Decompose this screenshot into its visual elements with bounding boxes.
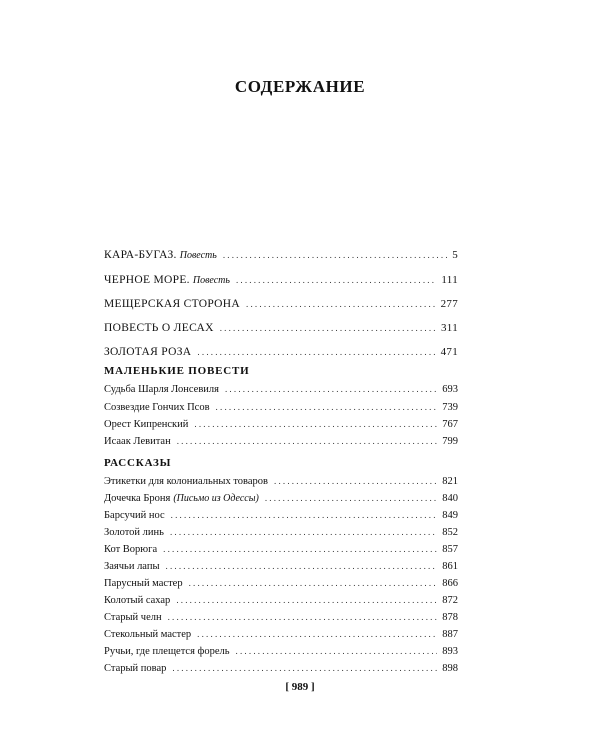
page-number: 799 (442, 436, 458, 447)
toc-entry[interactable] (104, 646, 458, 657)
toc-entry-golden-rose[interactable] (104, 346, 458, 358)
page-folio: [ 989 ] (285, 681, 315, 693)
page-number: 878 (442, 612, 458, 623)
page-number: 311 (441, 322, 458, 334)
entry-title: ЗОЛОТАЯ РОЗА (104, 346, 192, 358)
page-number: 898 (442, 663, 458, 674)
dot-leader (176, 595, 437, 605)
page-number: 821 (442, 476, 458, 487)
dot-leader (168, 612, 438, 622)
dot-leader (220, 323, 436, 333)
page-number: 111 (441, 274, 458, 286)
entry-title: Старый челн (104, 612, 162, 623)
toc-entry-forests[interactable] (104, 322, 458, 334)
page-number: 5 (452, 249, 458, 261)
entry-title: Созвездие Гончих Псов (104, 402, 210, 413)
entry-title: Старый повар (104, 663, 167, 674)
dot-leader (246, 299, 436, 309)
toc-entry[interactable] (104, 578, 458, 589)
page-number: 840 (442, 493, 458, 504)
toc-entry[interactable] (104, 384, 458, 395)
page-number: 277 (440, 298, 458, 310)
dot-leader (265, 493, 437, 503)
dot-leader (216, 402, 438, 412)
dot-leader (163, 544, 437, 554)
toc-entry[interactable] (104, 510, 458, 521)
toc-entry[interactable] (104, 561, 458, 572)
entry-title: ПОВЕСТЬ О ЛЕСАХ (104, 322, 214, 334)
dot-leader (189, 578, 438, 588)
entry-title: Стекольный мастер (104, 629, 192, 640)
entry-title: Золотой линь (104, 527, 164, 538)
toc-entry[interactable] (104, 544, 458, 555)
entry-title: Заячьи лапы (104, 561, 160, 572)
entry-title: Ручьи, где плещется форель (104, 646, 230, 657)
page-number: 739 (442, 402, 458, 413)
page-number: 849 (442, 510, 458, 521)
toc-entry[interactable] (104, 527, 458, 538)
entry-title: ЧЕРНОЕ МОРЕ. (104, 274, 190, 286)
toc-entry[interactable] (104, 663, 458, 674)
entry-title: Кот Ворюга (104, 544, 158, 555)
entry-title: Парусный мастер (104, 578, 183, 589)
entry-title: КАРА-БУГАЗ. (104, 249, 177, 261)
page-number: 887 (442, 629, 458, 640)
page-number: 693 (442, 384, 458, 395)
entry-subtitle: Повесть (179, 250, 217, 261)
toc-entry[interactable] (104, 402, 458, 413)
toc-entry[interactable] (104, 493, 458, 504)
dot-leader (166, 561, 438, 571)
entry-title: МЕЩЕРСКАЯ СТОРОНА (104, 298, 241, 310)
toc-entry-meshchera[interactable] (104, 298, 458, 310)
dot-leader (177, 436, 438, 446)
page-number: 893 (442, 646, 458, 657)
dot-leader (197, 629, 437, 639)
entry-subtitle: Повесть (192, 275, 230, 286)
toc-entry-kara-bugaz[interactable] (104, 249, 458, 261)
toc-entry[interactable] (104, 419, 458, 430)
dot-leader (274, 476, 437, 486)
page-number: 471 (440, 346, 458, 358)
toc-entry[interactable] (104, 595, 458, 606)
entry-title: Исаак Левитан (104, 436, 171, 447)
toc-entry[interactable] (104, 476, 458, 487)
entry-subtitle: (Письмо из Одессы) (173, 493, 259, 504)
entry-title: Этикетки для колониальных товаров (104, 476, 268, 487)
dot-leader (170, 527, 437, 537)
section-heading-stories: РАССКАЗЫ (104, 457, 172, 469)
entry-title: Орест Кипренский (104, 419, 189, 430)
dot-leader (225, 384, 437, 394)
dot-leader (171, 510, 438, 520)
dot-leader (172, 663, 437, 673)
page-number: 857 (442, 544, 458, 555)
toc-entry[interactable] (104, 436, 458, 447)
page-number: 872 (442, 595, 458, 606)
toc-entry[interactable] (104, 629, 458, 640)
toc-entry[interactable] (104, 612, 458, 623)
dot-leader (236, 646, 438, 656)
dot-leader (223, 250, 447, 260)
entry-title: Дочечка Броня (104, 493, 171, 504)
page-number: 866 (442, 578, 458, 589)
entry-title: Барсучий нос (104, 510, 165, 521)
dot-leader (197, 347, 435, 357)
page-number: 861 (442, 561, 458, 572)
entry-title: Колотый сахар (104, 595, 171, 606)
dot-leader (194, 419, 437, 429)
page-number: 767 (442, 419, 458, 430)
entry-title: Судьба Шарля Лонсевиля (104, 384, 219, 395)
page-number: 852 (442, 527, 458, 538)
section-heading-small-novellas: МАЛЕНЬКИЕ ПОВЕСТИ (104, 365, 250, 377)
page-title: СОДЕРЖАНИЕ (234, 77, 366, 96)
dot-leader (236, 275, 436, 285)
toc-entry-black-sea[interactable] (104, 274, 458, 286)
